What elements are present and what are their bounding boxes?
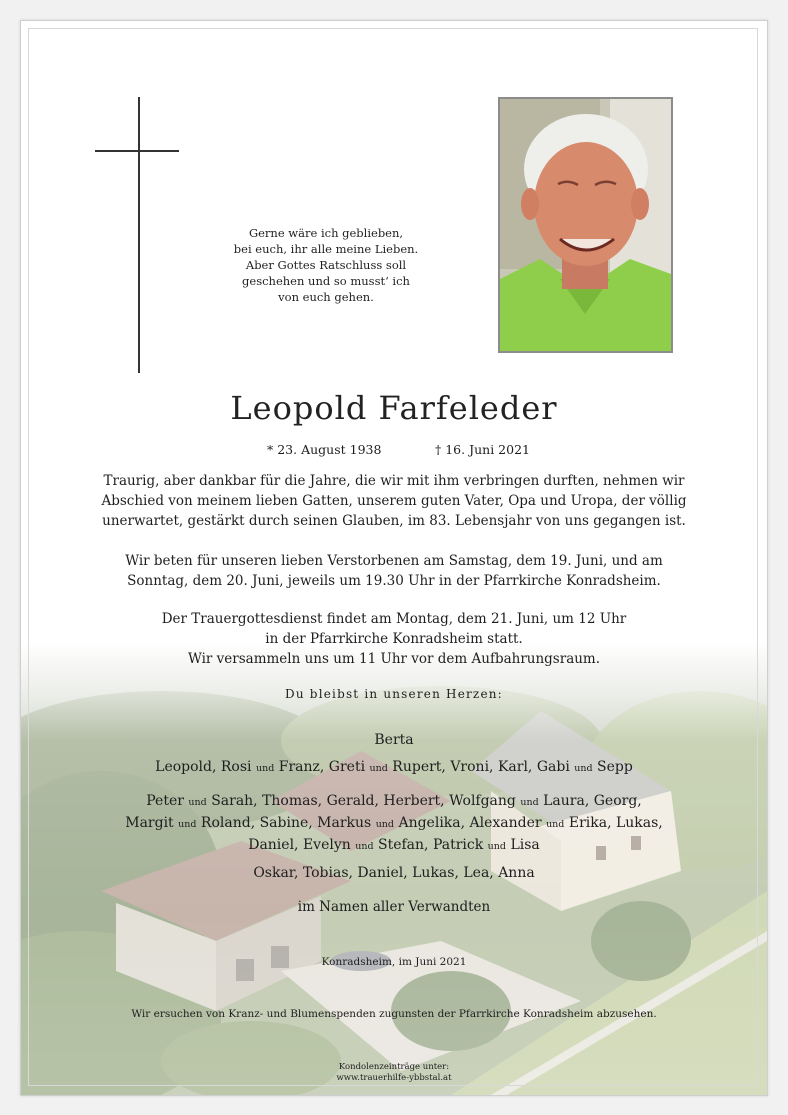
death-date: † 16. Juni 2021 <box>435 442 530 457</box>
birth-date: * 23. August 1938 <box>267 442 382 457</box>
paragraph-line: Traurig, aber dankbar für die Jahre, die wir mit ihm verbringen durften, nehmen wir <box>103 473 685 489</box>
prayer-paragraph <box>81 551 707 591</box>
mourner-row: Leopold, Rosi und Franz, Greti und Rupert, Vroni, Karl, Gabi und Sepp <box>155 759 633 775</box>
mourner-row: Daniel, Evelyn und Stefan, Patrick und Lisa <box>248 837 540 853</box>
condolence-label: Kondolenzeinträge unter: <box>338 1062 450 1072</box>
relatives-line: im Namen aller Verwandten <box>297 899 491 915</box>
paragraph-line: Der Trauergottesdienst findet am Montag, dem 21. Juni, um 12 Uhr <box>161 611 627 627</box>
service-paragraph <box>81 609 707 669</box>
place-date: Konradsheim, im Juni 2021 <box>321 956 467 968</box>
mourner-spouse: Berta <box>374 732 414 748</box>
poem-line: geschehen und so musst‘ ich <box>242 274 410 288</box>
paragraph-line: Abschied von meinem lieben Gatten, unserem guten Vater, Opa und Uropa, der völlig <box>101 493 687 509</box>
paragraph-line: Sonntag, dem 20. Juni, jeweils um 19.30 Uhr in der Pfarrkirche Konradsheim. <box>127 573 661 589</box>
remain-heading: Du bleibst in unseren Herzen: <box>285 687 503 701</box>
poem-line: bei euch, ihr alle meine Lieben. <box>233 242 419 256</box>
paragraph-line: Wir versammeln uns um 11 Uhr vor dem Aufbahrungsraum. <box>187 651 601 667</box>
donations-note: Wir ersuchen von Kranz- und Blumenspenden zugunsten der Pfarrkirche Konradsheim abzusehen. <box>131 1008 657 1020</box>
mourner-row: Margit und Roland, Sabine, Markus und Angelika, Alexander und Erika, Lukas, <box>125 815 663 831</box>
deceased-name: Leopold Farfeleder <box>230 389 558 427</box>
paragraph-line: Wir beten für unseren lieben Verstorbenen am Samstag, dem 19. Juni, und am <box>125 553 663 569</box>
announcement-paragraph <box>81 471 707 531</box>
mourner-row: Oskar, Tobias, Daniel, Lukas, Lea, Anna <box>253 865 535 881</box>
paragraph-line: unerwartet, gestärkt durch seinen Glauben, im 83. Lebensjahr von uns gegangen ist. <box>102 513 686 529</box>
mourner-row: Peter und Sarah, Thomas, Gerald, Herbert, Wolfgang und Laura, Georg, <box>146 793 642 809</box>
cross-icon-bar <box>95 150 179 152</box>
poem-line: Gerne wäre ich geblieben, <box>248 226 404 240</box>
cross-icon <box>138 97 140 373</box>
obituary-card <box>20 20 768 1096</box>
paragraph-line: in der Pfarrkirche Konradsheim statt. <box>265 631 523 647</box>
mourners-list <box>21 730 767 884</box>
poem-line: von euch gehen. <box>278 290 374 304</box>
condolence-info <box>21 1062 767 1084</box>
condolence-link[interactable]: www.trauerhilfe-ybbstal.at <box>336 1073 452 1083</box>
portrait-photo <box>498 97 673 353</box>
poem-line: Aber Gottes Ratschluss soll <box>245 258 407 272</box>
poem <box>211 225 441 305</box>
